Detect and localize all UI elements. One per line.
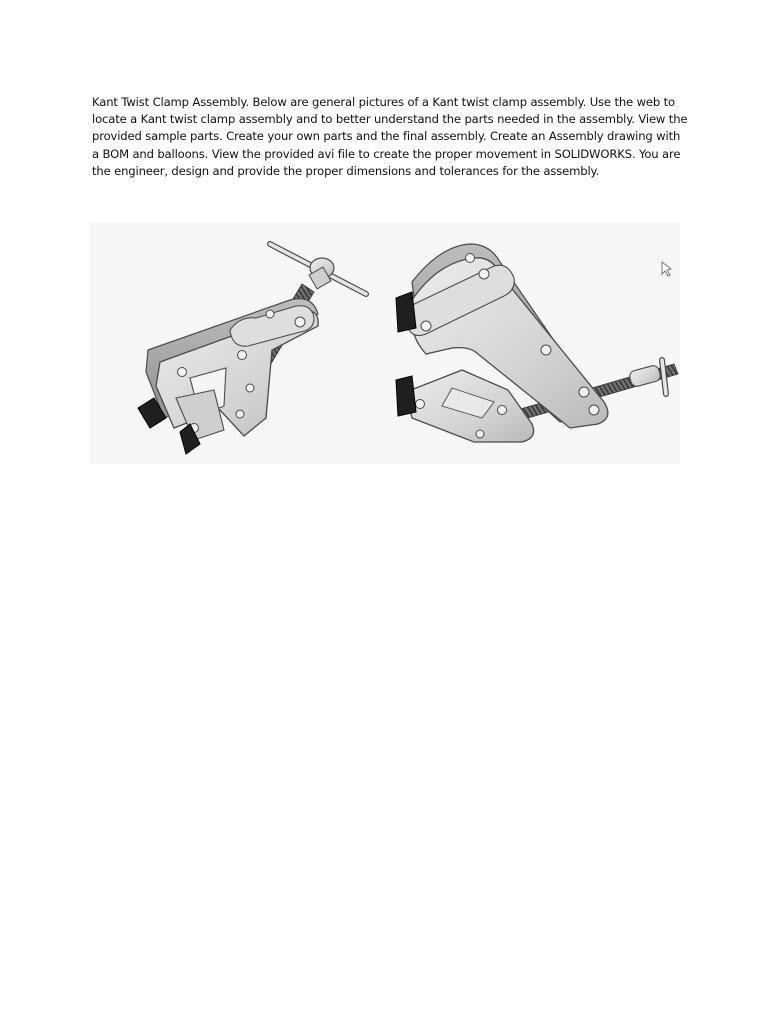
clamp-closed-image [138, 244, 366, 454]
clamp-figure [90, 222, 680, 464]
paragraph-line: a BOM and balloons. View the provided avi file to create the proper movement in SOLIDWORKS. You are [92, 146, 681, 161]
cursor-arrow-icon [662, 262, 671, 276]
paragraph-line: locate a Kant twist clamp assembly and to better understand the parts needed in the assembly. View the [92, 112, 688, 127]
paragraph-line: Kant Twist Clamp Assembly. Below are general pictures of a Kant twist clamp assembly. Use the web to [92, 95, 675, 109]
paragraph-line: the engineer, design and provide the proper dimensions and tolerances for the assembly. [92, 163, 600, 178]
clamp-open-image [396, 244, 678, 442]
paragraph-line: provided sample parts. Create your own parts and the final assembly. Create an Assembly drawing with [92, 129, 681, 144]
instruction-paragraph [92, 94, 692, 180]
